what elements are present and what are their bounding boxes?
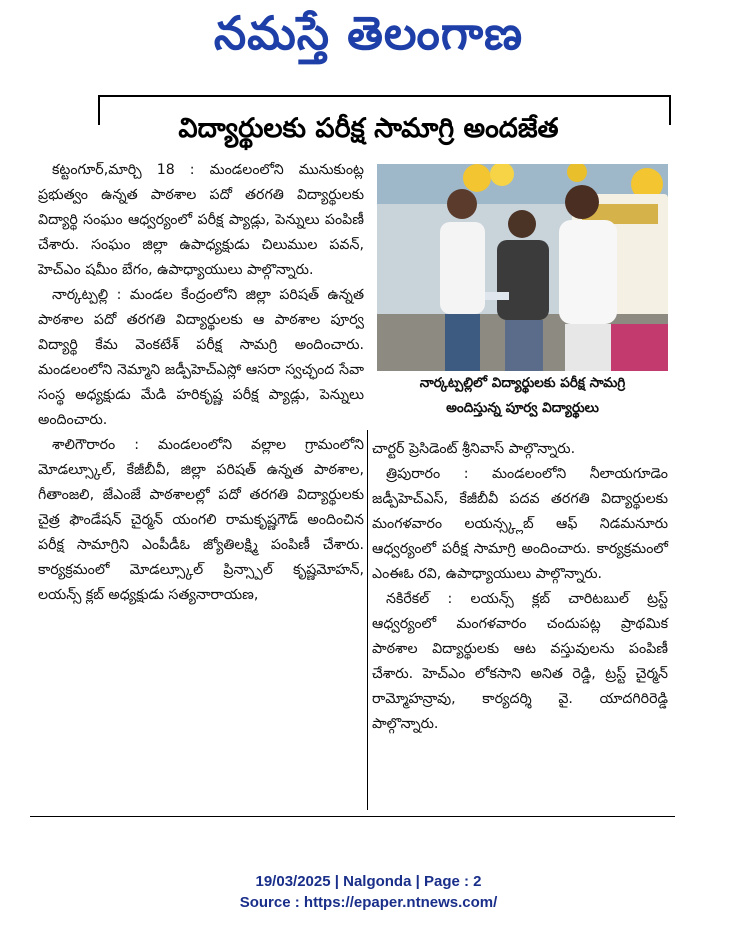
news-photo-illustration xyxy=(377,164,668,371)
photo-caption xyxy=(377,371,668,421)
paragraph-nakrekal: నకిరేకల్ : లయన్స్ క్లబ్ చారిటబుల్ ట్రస్ట్ ఆధ్వర్యంలో మంగళవారం చందుపట్ల ప్రాథమిక పాఠశాల విద్యార్థులకు ఆట వస్తువులను పంపిణీ చేశారు. హెచ్ఎం లోకసాని అనిత రెడ్డి, ట్రస్ట్ చైర్మన్ రామ్మోహన్రావు, కార్యదర్శి వై. యాదగిరిరెడ్డి పాల్గొన్నారు. xyxy=(372,591,668,732)
masthead-title: నమస్తే తెలంగాణ xyxy=(213,6,524,60)
clip-border-bottom xyxy=(30,816,675,817)
paragraph-shaligouraram: శాలిగౌరారం : మండలంలోని వల్లాల గ్రామంలోని మోడల్స్కూల్, కేజీబీవీ, జిల్లా పరిషత్ ఉన్నత పాఠశాల, గీతాంజలి, జేఎంజే పాఠశాలల్లో పదో తరగతి విద్యార్థులకు చైత్ర ఫౌండేషన్ చైర్మన్ యంగలి రామకృష్ణగౌడ్ అందించిన పరీక్ష సామాగ్రిని ఎంపీడీఓ జ్యోతిలక్ష్మి పంపిణీ చేశారు. కార్యక్రమంలో మోడల్స్కూల్ ప్రిన్స్పాల్ కృష్ణమోహన్, లయన్స్ క్లబ్ అధ్యక్షుడు సత్యనారాయణ, xyxy=(38,437,364,603)
news-photo xyxy=(377,164,668,371)
photo-caption-line2: అందిస్తున్న పూర్వ విద్యార్థులు xyxy=(446,400,599,416)
photo-caption-line1: నార్కట్పల్లిలో విద్యార్థులకు పరీక్ష సామగ్రి xyxy=(419,375,626,391)
left-column xyxy=(38,158,364,608)
paragraph-narketpally: నార్కట్పల్లి : మండల కేంద్రంలోని జిల్లా పరిషత్ ఉన్నత పాఠశాల పదో తరగతి విద్యార్థులకు ఆ పాఠశాల పూర్వ విద్యార్థి కేమ వెంకటేశ్ పరీక్ష సామగ్రి అందించారు. మండలంలోని నెమ్మాని జడ్పీహెచ్ఎస్లో ఆసరా స్వచ్ఛంద సేవా సంస్థ అధ్యక్షుడు మేడి హరికృష్ణ పరీక్ష ప్యాడ్లు, పెన్నులు అందించారు. xyxy=(38,287,364,428)
article-headline: విద్యార్థులకు పరీక్ష సామాగ్రి అందజేత xyxy=(178,113,559,144)
clip-border-top xyxy=(98,95,671,97)
paragraph-continuation: చార్టర్ ప్రెసిడెంట్ శ్రీనివాస్ పాల్గొన్నారు. xyxy=(372,441,576,457)
footer-source: Source : https://epaper.ntnews.com/ xyxy=(239,894,498,911)
paragraph-kattangur: కట్టంగూర్,మార్చి 18 : మండలంలోని మునుకుంట్ల ప్రభుత్వం ఉన్నత పాఠశాల పదో తరగతి విద్యార్థులకు విద్యార్థి సంఘం ఆధ్వర్యంలో పరీక్ష ప్యాడ్లు, పెన్నులు పంపిణీ చేశారు. సంఘం జిల్లా ఉపాధ్యక్షుడు చిలుముల పవన్, హెచ్ఎం షమీం బేగం, ఉపాధ్యాయులు పాల్గొన్నారు. xyxy=(38,162,364,278)
column-divider xyxy=(367,430,368,810)
paragraph-tripuraram: త్రిపురారం : మండలంలోని నీలాయగూడెం జడ్పీహెచ్ఎస్, కేజీబీవీ పదవ తరగతి విద్యార్థులకు మంగళవారం లయన్స్క్లబ్ ఆఫ్ నిడమనూరు ఆధ్వర్యంలో పరీక్ష సామాగ్రి అందించారు. కార్యక్రమంలో ఎంఈఓ రవి, ఉపాధ్యాయులు పాల్గొన్నారు. xyxy=(372,466,668,582)
footer-date-edition: 19/03/2025 | Nalgonda | Page : 2 xyxy=(255,873,482,890)
right-column xyxy=(372,437,668,737)
